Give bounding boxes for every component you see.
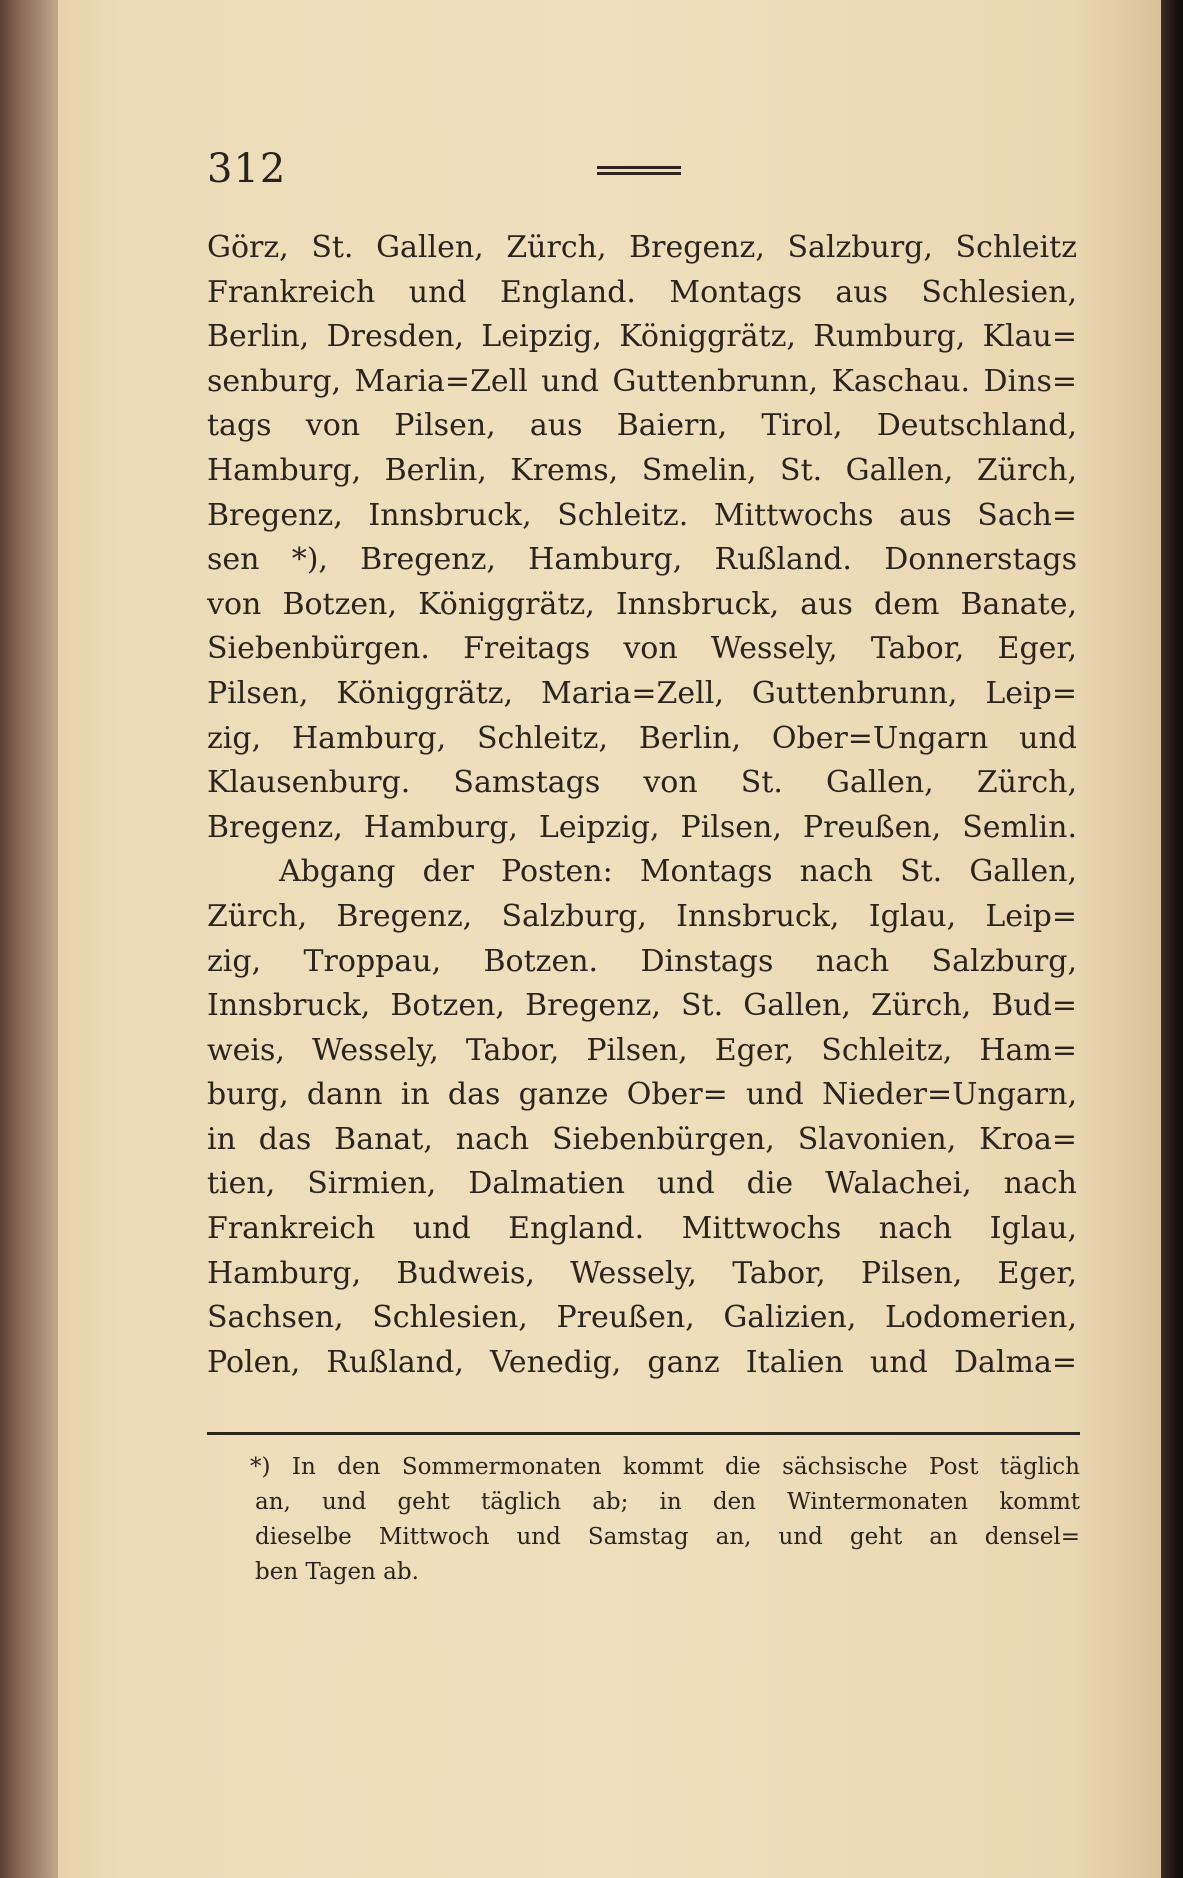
text-line: Hamburg, Budweis, Wessely, Tabor, Pilsen, Eger, [207,1255,1077,1291]
text-line-paragraph-start: Abgang der Posten: Montags nach St. Gallen, [279,854,1077,890]
text-line: Berlin, Dresden, Leipzig, Königgrätz, Rumburg, Klau= [207,319,1077,355]
text-line: Pilsen, Königgrätz, Maria=Zell, Guttenbrunn, Leip= [207,675,1077,711]
text-line: zig, Hamburg, Schleitz, Berlin, Ober=Ungarn und [207,720,1077,756]
footnote [250,1450,1080,1590]
text-line: burg, dann in das ganze Ober= und Nieder=Ungarn, [207,1077,1077,1113]
text-line: Hamburg, Berlin, Krems, Smelin, St. Gallen, Zürch, [207,452,1077,488]
footnote-line: an, und geht täglich ab; in den Wintermonaten kommt [255,1489,1080,1515]
footnote-line: ben Tagen ab. [255,1559,419,1585]
page-header [207,146,1077,192]
text-line: Frankreich und England. Mittwochs nach Iglau, [207,1211,1077,1247]
text-line: Innsbruck, Botzen, Bregenz, St. Gallen, Zürch, Bud= [207,988,1077,1024]
footnote-line: *) In den Sommermonaten kommt die sächsische Post täglich [250,1454,1080,1480]
text-line: Frankreich und England. Montags aus Schlesien, [207,274,1077,310]
text-line: Zürch, Bregenz, Salzburg, Innsbruck, Iglau, Leip= [207,898,1077,934]
text-line: von Botzen, Königgrätz, Innsbruck, aus dem Banate, [207,586,1077,622]
text-line: Sachsen, Schlesien, Preußen, Galizien, Lodomerien, [207,1300,1077,1336]
text-line: Klausenburg. Samstags von St. Gallen, Zürch, [207,765,1077,801]
text-line: weis, Wessely, Tabor, Pilsen, Eger, Schleitz, Ham= [207,1032,1077,1068]
text-line: Polen, Rußland, Venedig, ganz Italien und Dalma= [207,1344,1077,1380]
header-ornament-rule [597,166,681,175]
text-line: tags von Pilsen, aus Baiern, Tirol, Deutschland, [207,408,1077,444]
body-text [207,226,1077,1385]
text-line: sen *), Bregenz, Hamburg, Rußland. Donnerstags [207,542,1077,578]
text-line: tien, Sirmien, Dalmatien und die Walachei, nach [207,1166,1077,1202]
page-number: 312 [207,146,287,192]
text-line: in das Banat, nach Siebenbürgen, Slavonien, Kroa= [207,1121,1077,1157]
text-line: senburg, Maria=Zell und Guttenbrunn, Kaschau. Dins= [207,363,1077,399]
text-line: Siebenbürgen. Freitags von Wessely, Tabor, Eger, [207,631,1077,667]
text-line: Görz, St. Gallen, Zürch, Bregenz, Salzburg, Schleitz [207,230,1077,265]
footnote-separator-rule [207,1432,1080,1435]
text-line: Bregenz, Hamburg, Leipzig, Pilsen, Preußen, Semlin. [207,809,1077,845]
text-line: zig, Troppau, Botzen. Dinstags nach Salzburg, [207,943,1077,979]
book-spine-edge [0,0,58,1878]
text-line: Bregenz, Innsbruck, Schleitz. Mittwochs aus Sach= [207,497,1077,533]
footnote-line: dieselbe Mittwoch und Samstag an, und geht an densel= [255,1524,1080,1550]
page-shadow-edge [1161,0,1183,1878]
